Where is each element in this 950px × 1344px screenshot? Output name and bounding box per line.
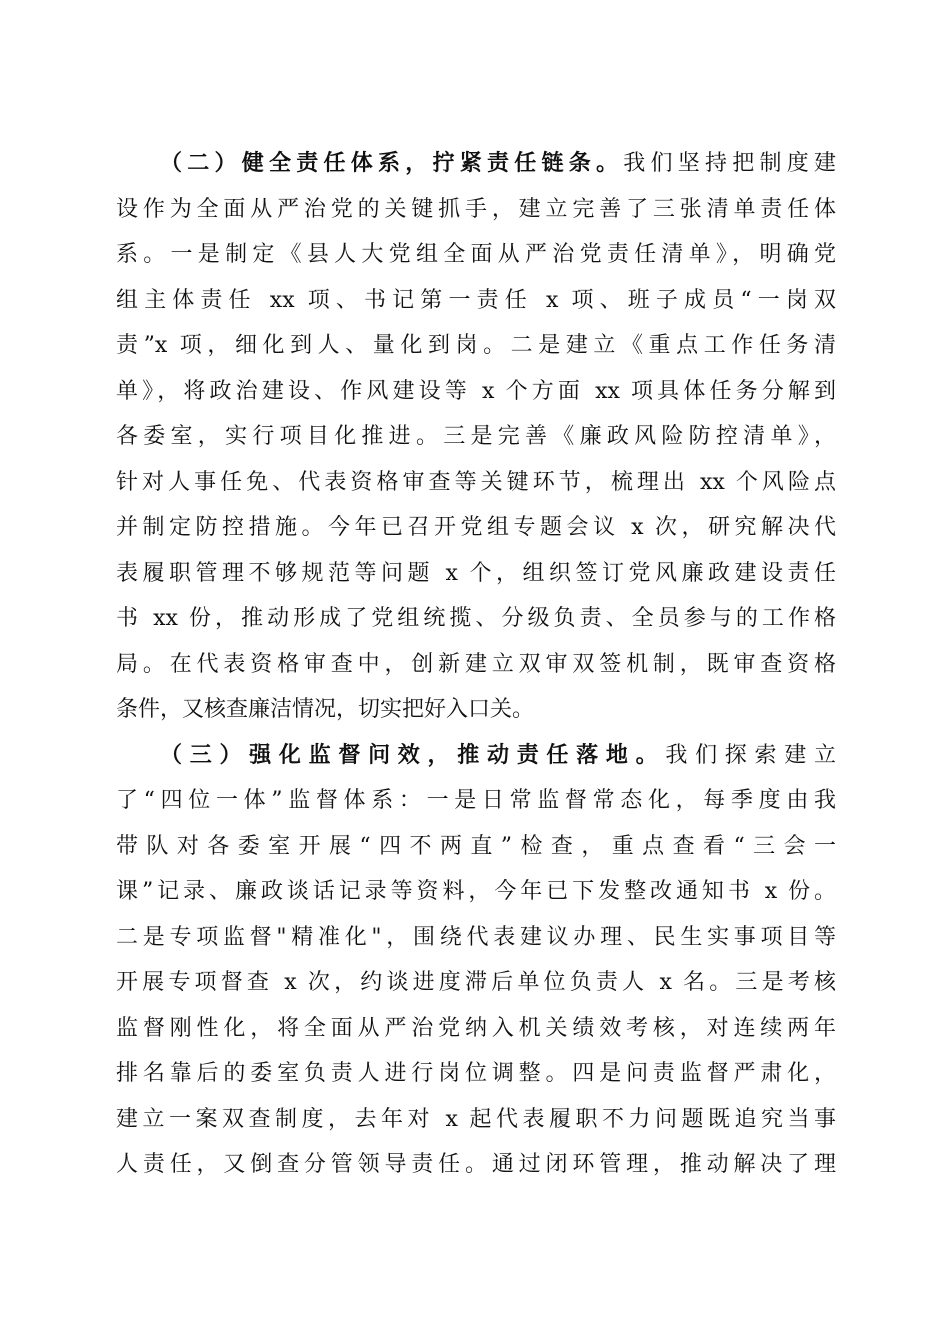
paragraph-line: 局。在代表资格审查中，创新建立双审双签机制，既审查资格 [116,651,836,677]
paragraph-line: 组主体责任 xx 项、书记第一责任 x 项、班子成员“一岗双 [116,287,836,313]
paragraph-line: 并制定防控措施。今年已召开党组专题会议 x 次，研究解决代 [116,515,836,540]
paragraph-line: 设作为全面从严治党的关键抓手，建立完善了三张清单责任体 [116,196,836,222]
paragraph-line: 排名靠后的委室负责人进行岗位调整。四是问责监督严肃化， [116,1061,836,1086]
paragraph-3-text: 我们探索建立 [665,742,836,768]
paragraph-line: 了“四位一体”监督体系：一是日常监督常态化，每季度由我 [116,788,836,813]
paragraph-2-heading: （二）健全责任体系，拧紧责任链条。 [160,150,624,176]
paragraph-line: 课”记录、廉政谈话记录等资料，今年已下发整改通知书 x 份。 [116,879,836,904]
paragraph-line: 系。一是制定《县人大党组全面从严治党责任清单》，明确党 [116,242,836,267]
paragraph-line: 二是专项监督"精准化"，围绕代表建议办理、民生实事项目等 [116,924,836,950]
paragraph-line: 表履职管理不够规范等问题 x 个，组织签订党风廉政建设责任 [116,560,836,586]
paragraph-line: 条件，又核查廉洁情况，切实把好入口关。 [116,697,535,722]
paragraph-line: 带队对各委室开展“四不两直”检查，重点查看“三会一 [116,833,836,859]
paragraph-line: 开展专项督查 x 次，约谈进度滞后单位负责人 x 名。三是考核 [116,970,836,995]
paragraph-line: 责”x 项，细化到人、量化到岗。二是建立《重点工作任务清 [116,333,836,358]
paragraph-line: 建立一案双查制度，去年对 x 起代表履职不力问题既追究当事 [116,1106,836,1132]
paragraph-line: 各委室，实行项目化推进。三是完善《廉政风险防控清单》， [116,424,836,449]
paragraph-2-text: 我们坚持把制度建 [623,151,836,176]
paragraph-line: 针对人事任免、代表资格审查等关键环节，梳理出 xx 个风险点 [116,469,836,495]
paragraph-line: 监督刚性化，将全面从严治党纳入机关绩效考核，对连续两年 [116,1015,836,1041]
paragraph-line: 书 xx 份，推动形成了党组统揽、分级负责、全员参与的工作格 [116,606,836,631]
paragraph-2-line-1 [116,141,836,187]
paragraph-line: 人责任，又倒查分管领导责任。通过闭环管理，推动解决了理 [116,1152,836,1177]
paragraph-3-line-1 [116,733,836,779]
paragraph-3-heading: （三）强化监督问效，推动责任落地。 [160,741,666,768]
paragraph-line: 单》，将政治建设、作风建设等 x 个方面 xx 项具体任务分解到 [116,378,836,404]
document-body [116,141,836,1188]
